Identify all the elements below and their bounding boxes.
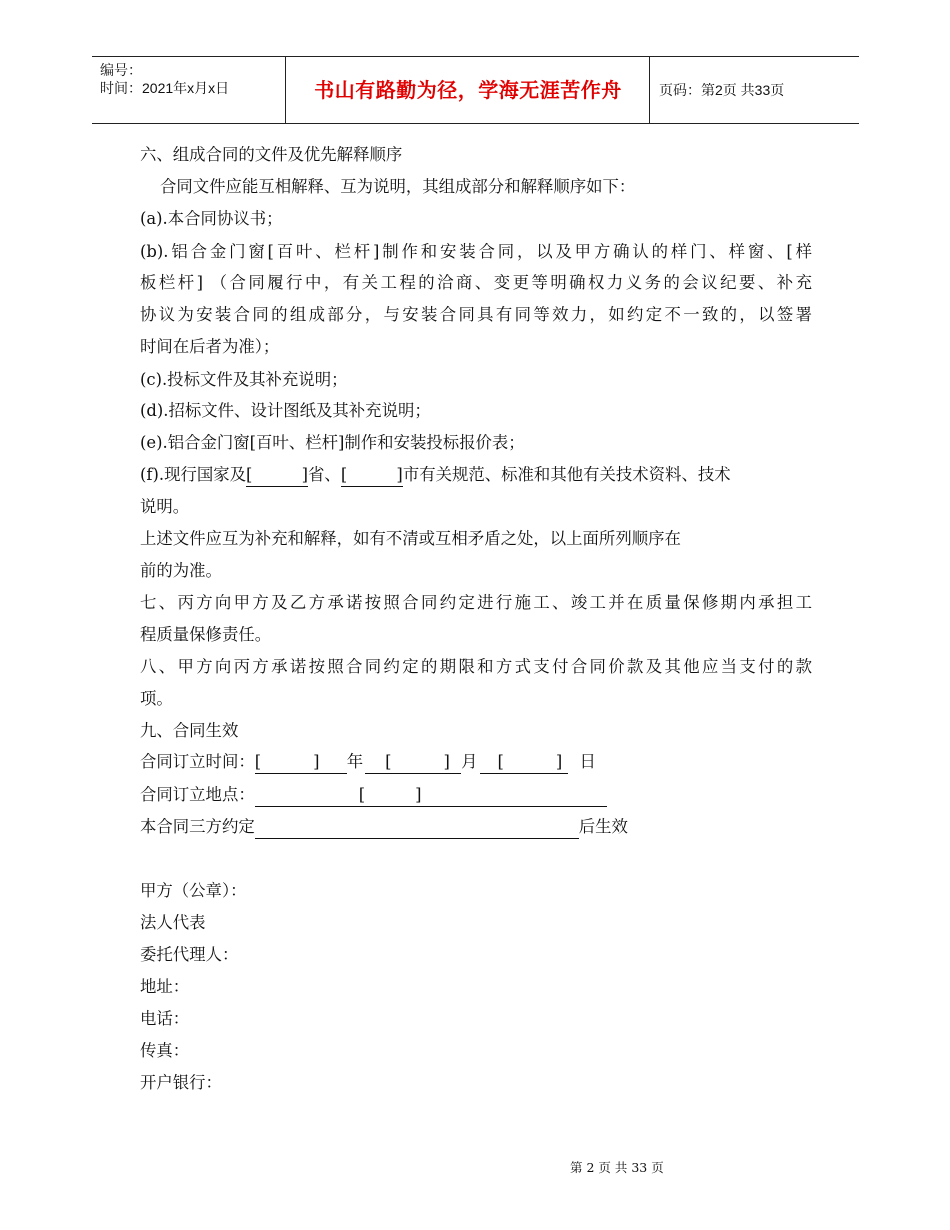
- bracket-open: [: [358, 785, 366, 804]
- item-a: (a).本合同协议书；: [140, 209, 283, 228]
- item-f-prefix: (f).现行国家及: [140, 465, 247, 484]
- item-f-mid: 省、: [308, 465, 341, 484]
- bank-label: 开户银行：: [140, 1073, 222, 1092]
- bracket-open: [: [385, 752, 392, 771]
- agreement-label: 本合同三方约定: [140, 817, 255, 836]
- party-a-label: 甲方（公章）：: [140, 881, 247, 900]
- item-b-line-4: 时间在后者为准）；: [140, 337, 280, 356]
- page-footer: 第 2 页 共 33 页: [570, 1160, 664, 1175]
- section-8-line-2: 项。: [140, 689, 173, 708]
- bracket-close: ]: [443, 752, 450, 771]
- sign-place-field[interactable]: [255, 784, 607, 807]
- item-e: (e).铝合金门窗[百叶、栏杆]制作和安装投标报价表；: [140, 433, 525, 452]
- header-divider-right: [649, 57, 650, 123]
- sign-year-field[interactable]: [255, 751, 347, 774]
- bracket-close: ]: [313, 752, 320, 771]
- item-d: (d).招标文件、设计图纸及其补充说明；: [140, 401, 431, 420]
- effective-label: 后生效: [578, 817, 628, 836]
- bracket-close: ]: [396, 465, 403, 484]
- year-label: 年: [346, 752, 364, 771]
- fax-label: 传真：: [140, 1041, 190, 1060]
- header-divider-left: [285, 57, 286, 123]
- bracket-open: [: [497, 752, 504, 771]
- bracket-open: [: [246, 465, 253, 484]
- agreement-row: [140, 814, 628, 840]
- header-page-info: 页码：第2页 共33页: [659, 82, 785, 98]
- agreement-field[interactable]: [255, 816, 579, 839]
- bracket-open: [: [254, 752, 262, 771]
- city-field[interactable]: [341, 464, 403, 487]
- bracket-close: ]: [555, 752, 563, 771]
- section-7-line-2: 程质量保修责任。: [140, 625, 272, 644]
- number-label: 编号：: [100, 62, 142, 78]
- section-8-line-1: 八、甲方向丙方承诺按照合同约定的期限和方式支付合同价款及其他应当支付的款: [140, 657, 812, 676]
- bracket-close: ]: [415, 785, 422, 804]
- section-6-title: 六、组成合同的文件及优先解释顺序: [140, 145, 403, 164]
- sign-place-label: 合同订立地点：: [140, 785, 255, 804]
- sign-day-field[interactable]: [480, 751, 568, 774]
- bracket-close: ]: [301, 465, 309, 484]
- item-b-line-3: 协议为安装合同的组成部分，与安装合同具有同等效力，如约定不一致的，以签署: [140, 305, 812, 324]
- sign-place-row: [140, 782, 607, 808]
- bracket-open: [: [340, 465, 348, 484]
- agent-label: 委托代理人：: [140, 945, 239, 964]
- address-label: 地址：: [140, 977, 190, 996]
- header-motto: 书山有路勤为径，学海无涯苦作舟: [314, 78, 622, 102]
- item-b-line-2: 板栏杆] （合同履行中，有关工程的洽商、变更等明确权力义务的会议纪要、补充: [140, 273, 812, 292]
- section-6-intro: 合同文件应能互相解释、互为说明，其组成部分和解释顺序如下：: [160, 177, 636, 196]
- item-c: (c).投标文件及其补充说明；: [140, 370, 348, 389]
- order-note-line-1: 上述文件应互为补充和解释，如有不清或互相矛盾之处，以上面所列顺序在: [140, 529, 681, 548]
- phone-label: 电话：: [140, 1009, 190, 1028]
- month-label: 月: [461, 752, 478, 771]
- order-note-line-2: 前的为准。: [140, 561, 222, 580]
- sign-month-field[interactable]: [365, 751, 461, 774]
- header-meta: [100, 61, 285, 97]
- day-label: 日: [579, 752, 596, 771]
- legal-rep-label: 法人代表: [140, 913, 206, 932]
- document-header: [92, 56, 859, 124]
- item-f-line-1: [140, 462, 731, 488]
- item-f-line-2: 说明。: [140, 497, 190, 516]
- item-f-suffix: 市有关规范、标准和其他有关技术资料、技术: [402, 465, 731, 484]
- province-field[interactable]: [246, 464, 308, 487]
- section-7-line-1: 七、丙方向甲方及乙方承诺按照合同约定进行施工、竣工并在质量保修期内承担工: [140, 593, 812, 612]
- item-b-line-1: (b).铝合金门窗[百叶、栏杆]制作和安装合同，以及甲方确认的样门、样窗、[样: [140, 242, 812, 261]
- section-9-title: 九、合同生效: [140, 721, 239, 740]
- sign-time-label: 合同订立时间：: [140, 752, 255, 771]
- time-label: 时间：2021年x月x日: [100, 80, 230, 96]
- sign-time-row: [140, 749, 596, 775]
